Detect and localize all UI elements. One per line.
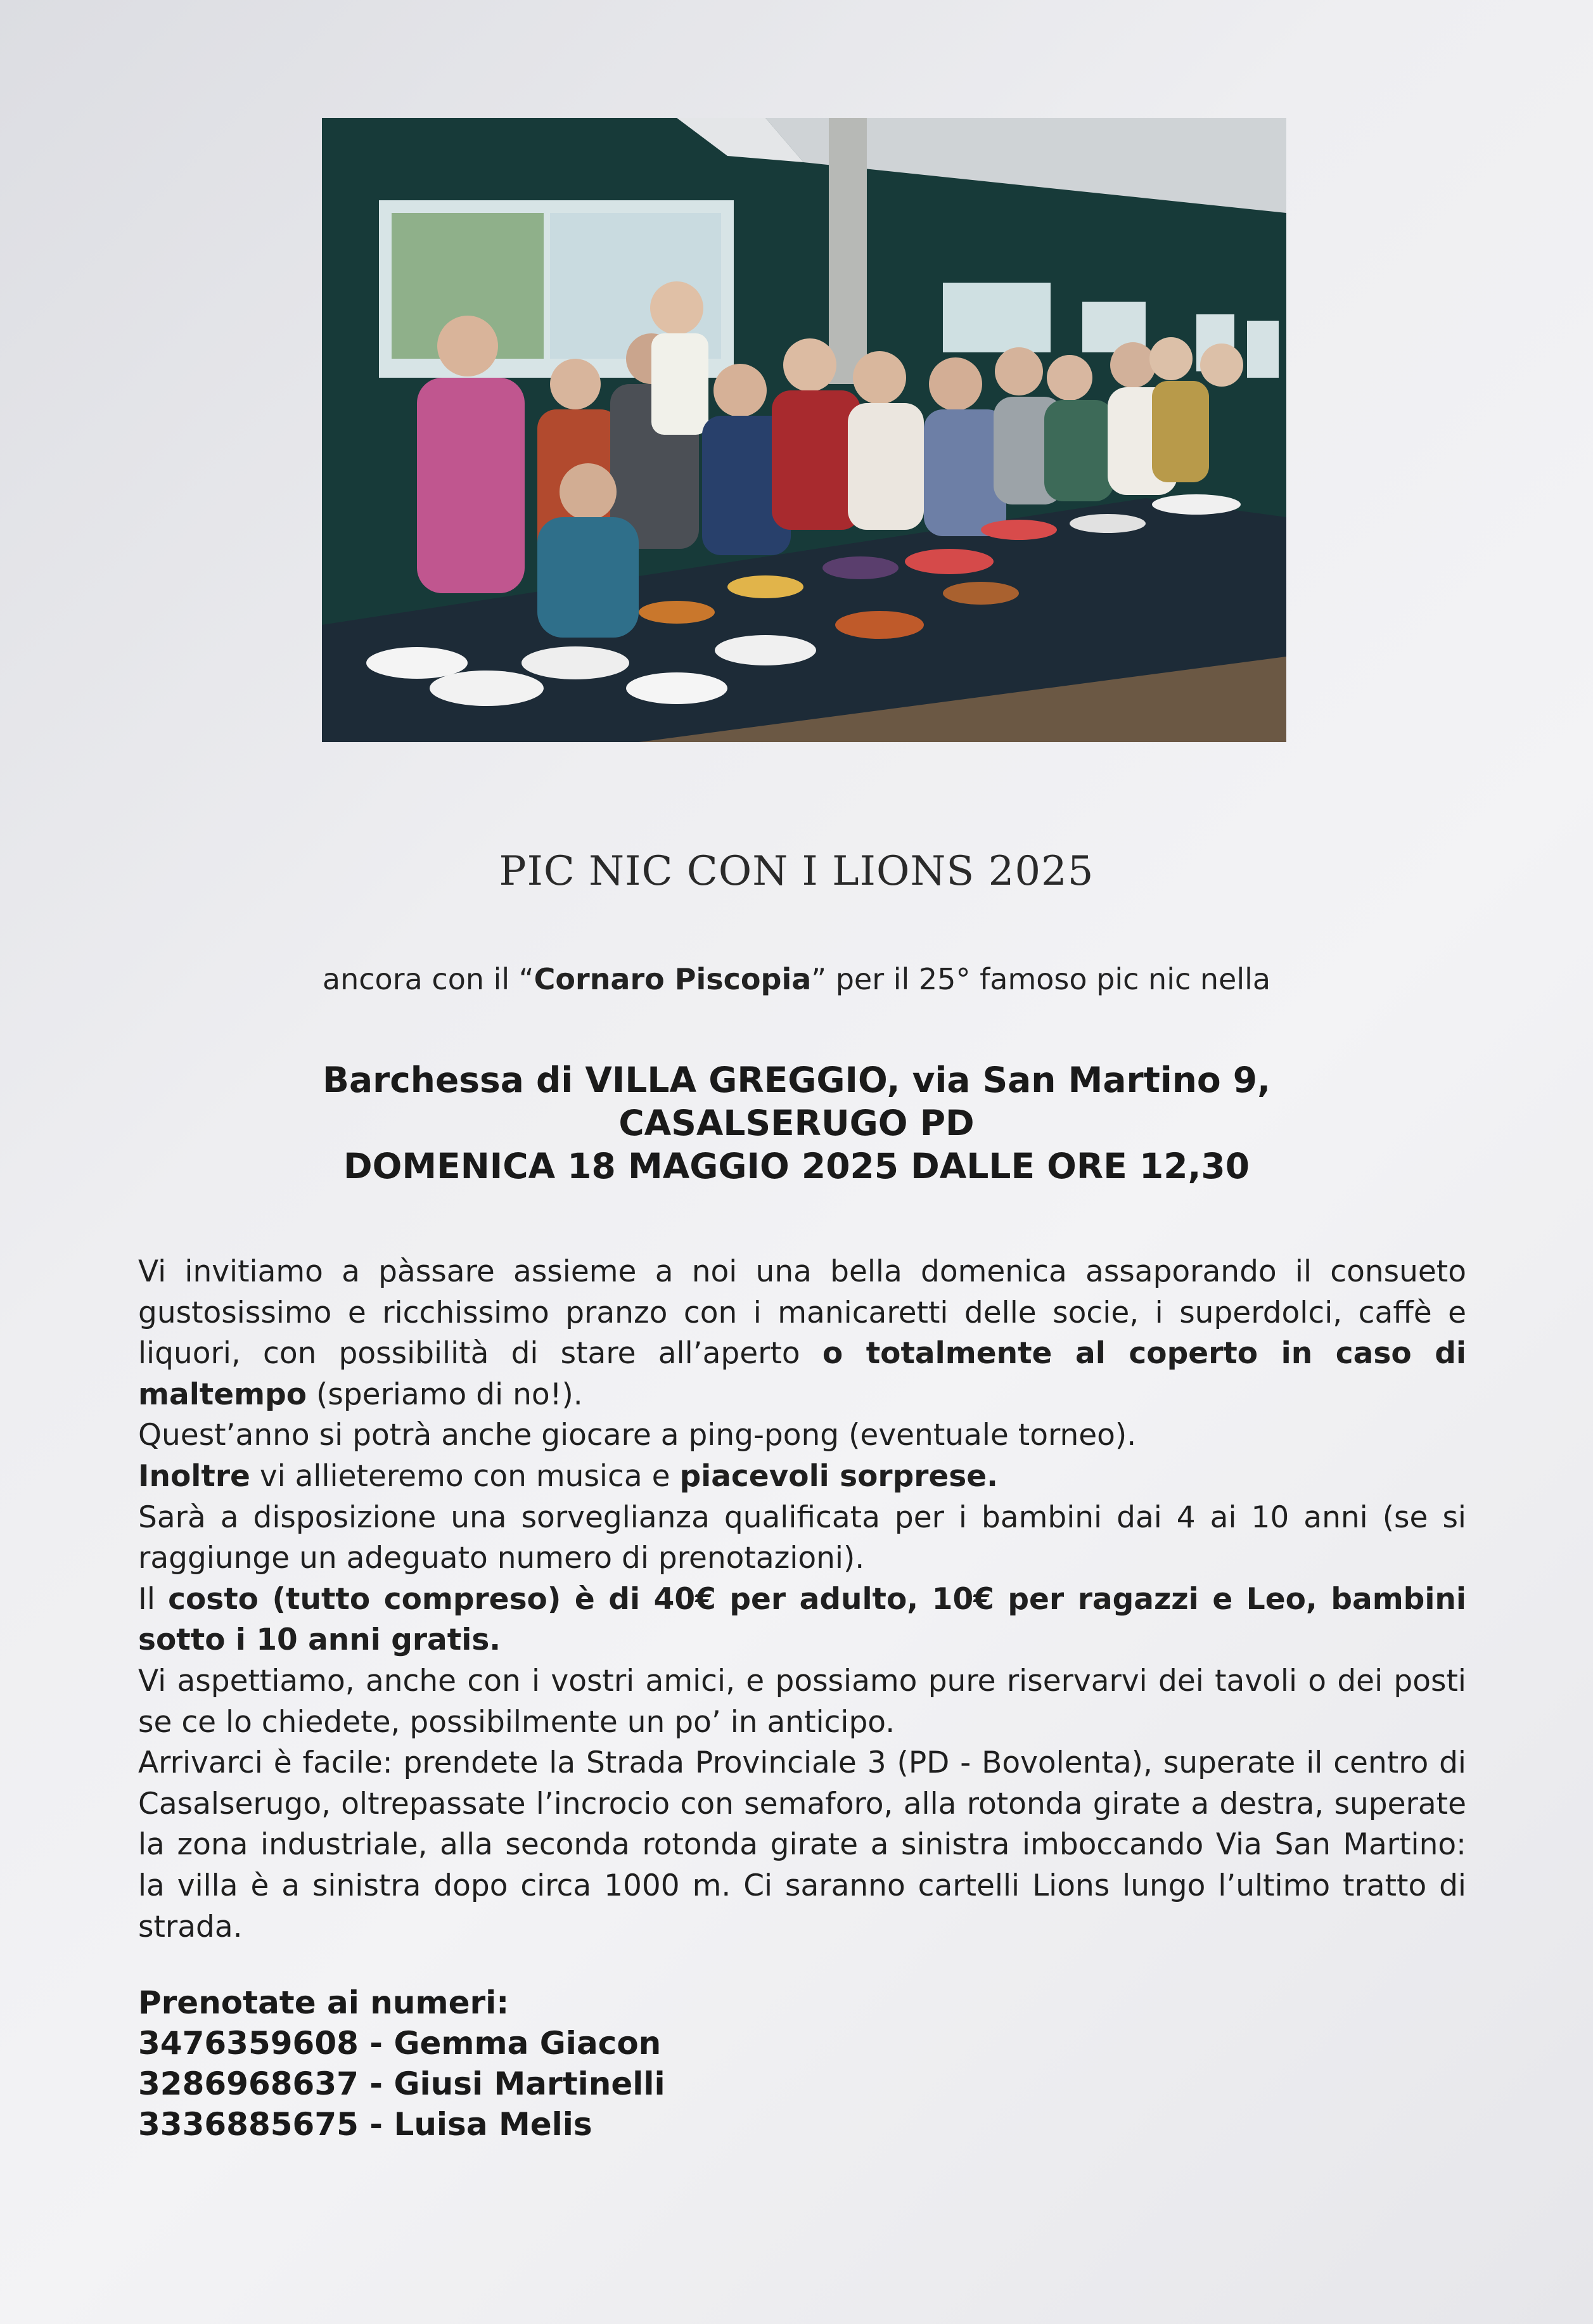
invite-bold-text: o totalmente al coperto in caso di maltempo: [138, 1336, 1466, 1412]
contacts-block: [138, 1982, 665, 2145]
body-paragraph-childcare: Sarà a disposizione una sorveglianza qualificata per i bambini dai 4 ai 10 anni (se si raggiunge un adeguato numero di prenotazioni).: [138, 1499, 1466, 1576]
flyer-title: PIC NIC CON I LIONS 2025: [499, 848, 1094, 895]
contact-item: 3476359608 - Gemma Giacon: [138, 2025, 662, 2062]
body-paragraph-directions: Arrivarci è facile: prendete la Strada Provinciale 3 (PD - Bovolenta), superate il centro di Casalserugo, oltrepassate l’incrocio con semaforo, alla rotonda girate a destra, superate la zona industriale, alla seconda rotonda girate a sinistra imboccando Via San Martino: la villa è a sinistra dopo circa 1000 m. Ci saranno cartelli Lions lungo l’ultimo tratto di strada.: [138, 1745, 1466, 1944]
cost-bold-text: costo (tutto compreso) è di 40€ per adulto, 10€ per ragazzi e Leo, bambini sotto i 10 anni gratis.: [138, 1581, 1466, 1658]
body-paragraph-music: [138, 1456, 1466, 1498]
body-paragraph-reservation: Vi aspettiamo, anche con i vostri amici, e possiamo pure riservarvi dei tavoli o dei posti se ce lo chiedete, possibilmente un po’ in anticipo.: [138, 1663, 1466, 1740]
contacts-heading: Prenotate ai numeri:: [138, 1984, 509, 2021]
group-photo: [322, 118, 1286, 742]
invite-text-end: (speriamo di no!).: [307, 1377, 583, 1412]
subtitle-pre: ancora con il “: [322, 962, 534, 996]
venue-block: [0, 1058, 1593, 1188]
body-text: [138, 1252, 1466, 1948]
venue-city: CASALSERUGO PD: [618, 1103, 975, 1143]
contact-item: 3286968637 - Giusi Martinelli: [138, 2065, 665, 2102]
body-paragraph-invite: [138, 1252, 1466, 1415]
cost-text: Il: [138, 1581, 169, 1617]
music-text: vi allieteremo con musica e: [250, 1458, 680, 1494]
invite-text: Vi invitiamo a pàssare assieme a noi una bella domenica assaporando il consueto gustosissimo e ricchissimo pranzo con i manicaretti delle socie, i superdolci, caffè e liquori, con possibilità di stare all’aperto: [138, 1254, 1466, 1371]
subtitle-post: ” per il 25° famoso pic nic nella: [811, 962, 1271, 996]
subtitle: [0, 962, 1593, 996]
venue-address: Barchessa di VILLA GREGGIO, via San Martino 9,: [323, 1060, 1270, 1100]
group-photo-illustration: [322, 118, 1286, 742]
music-bold-end: piacevoli sorprese.: [679, 1458, 999, 1494]
body-paragraph-cost: [138, 1579, 1466, 1661]
music-bold-start: Inoltre: [138, 1458, 250, 1494]
contact-item: 3336885675 - Luisa Melis: [138, 2106, 592, 2143]
body-paragraph-pingpong: Quest’anno si potrà anche giocare a ping-pong (eventuale torneo).: [138, 1418, 1137, 1453]
event-date: DOMENICA 18 MAGGIO 2025 DALLE ORE 12,30: [343, 1146, 1250, 1186]
subtitle-club-name: Cornaro Piscopia: [534, 962, 812, 996]
